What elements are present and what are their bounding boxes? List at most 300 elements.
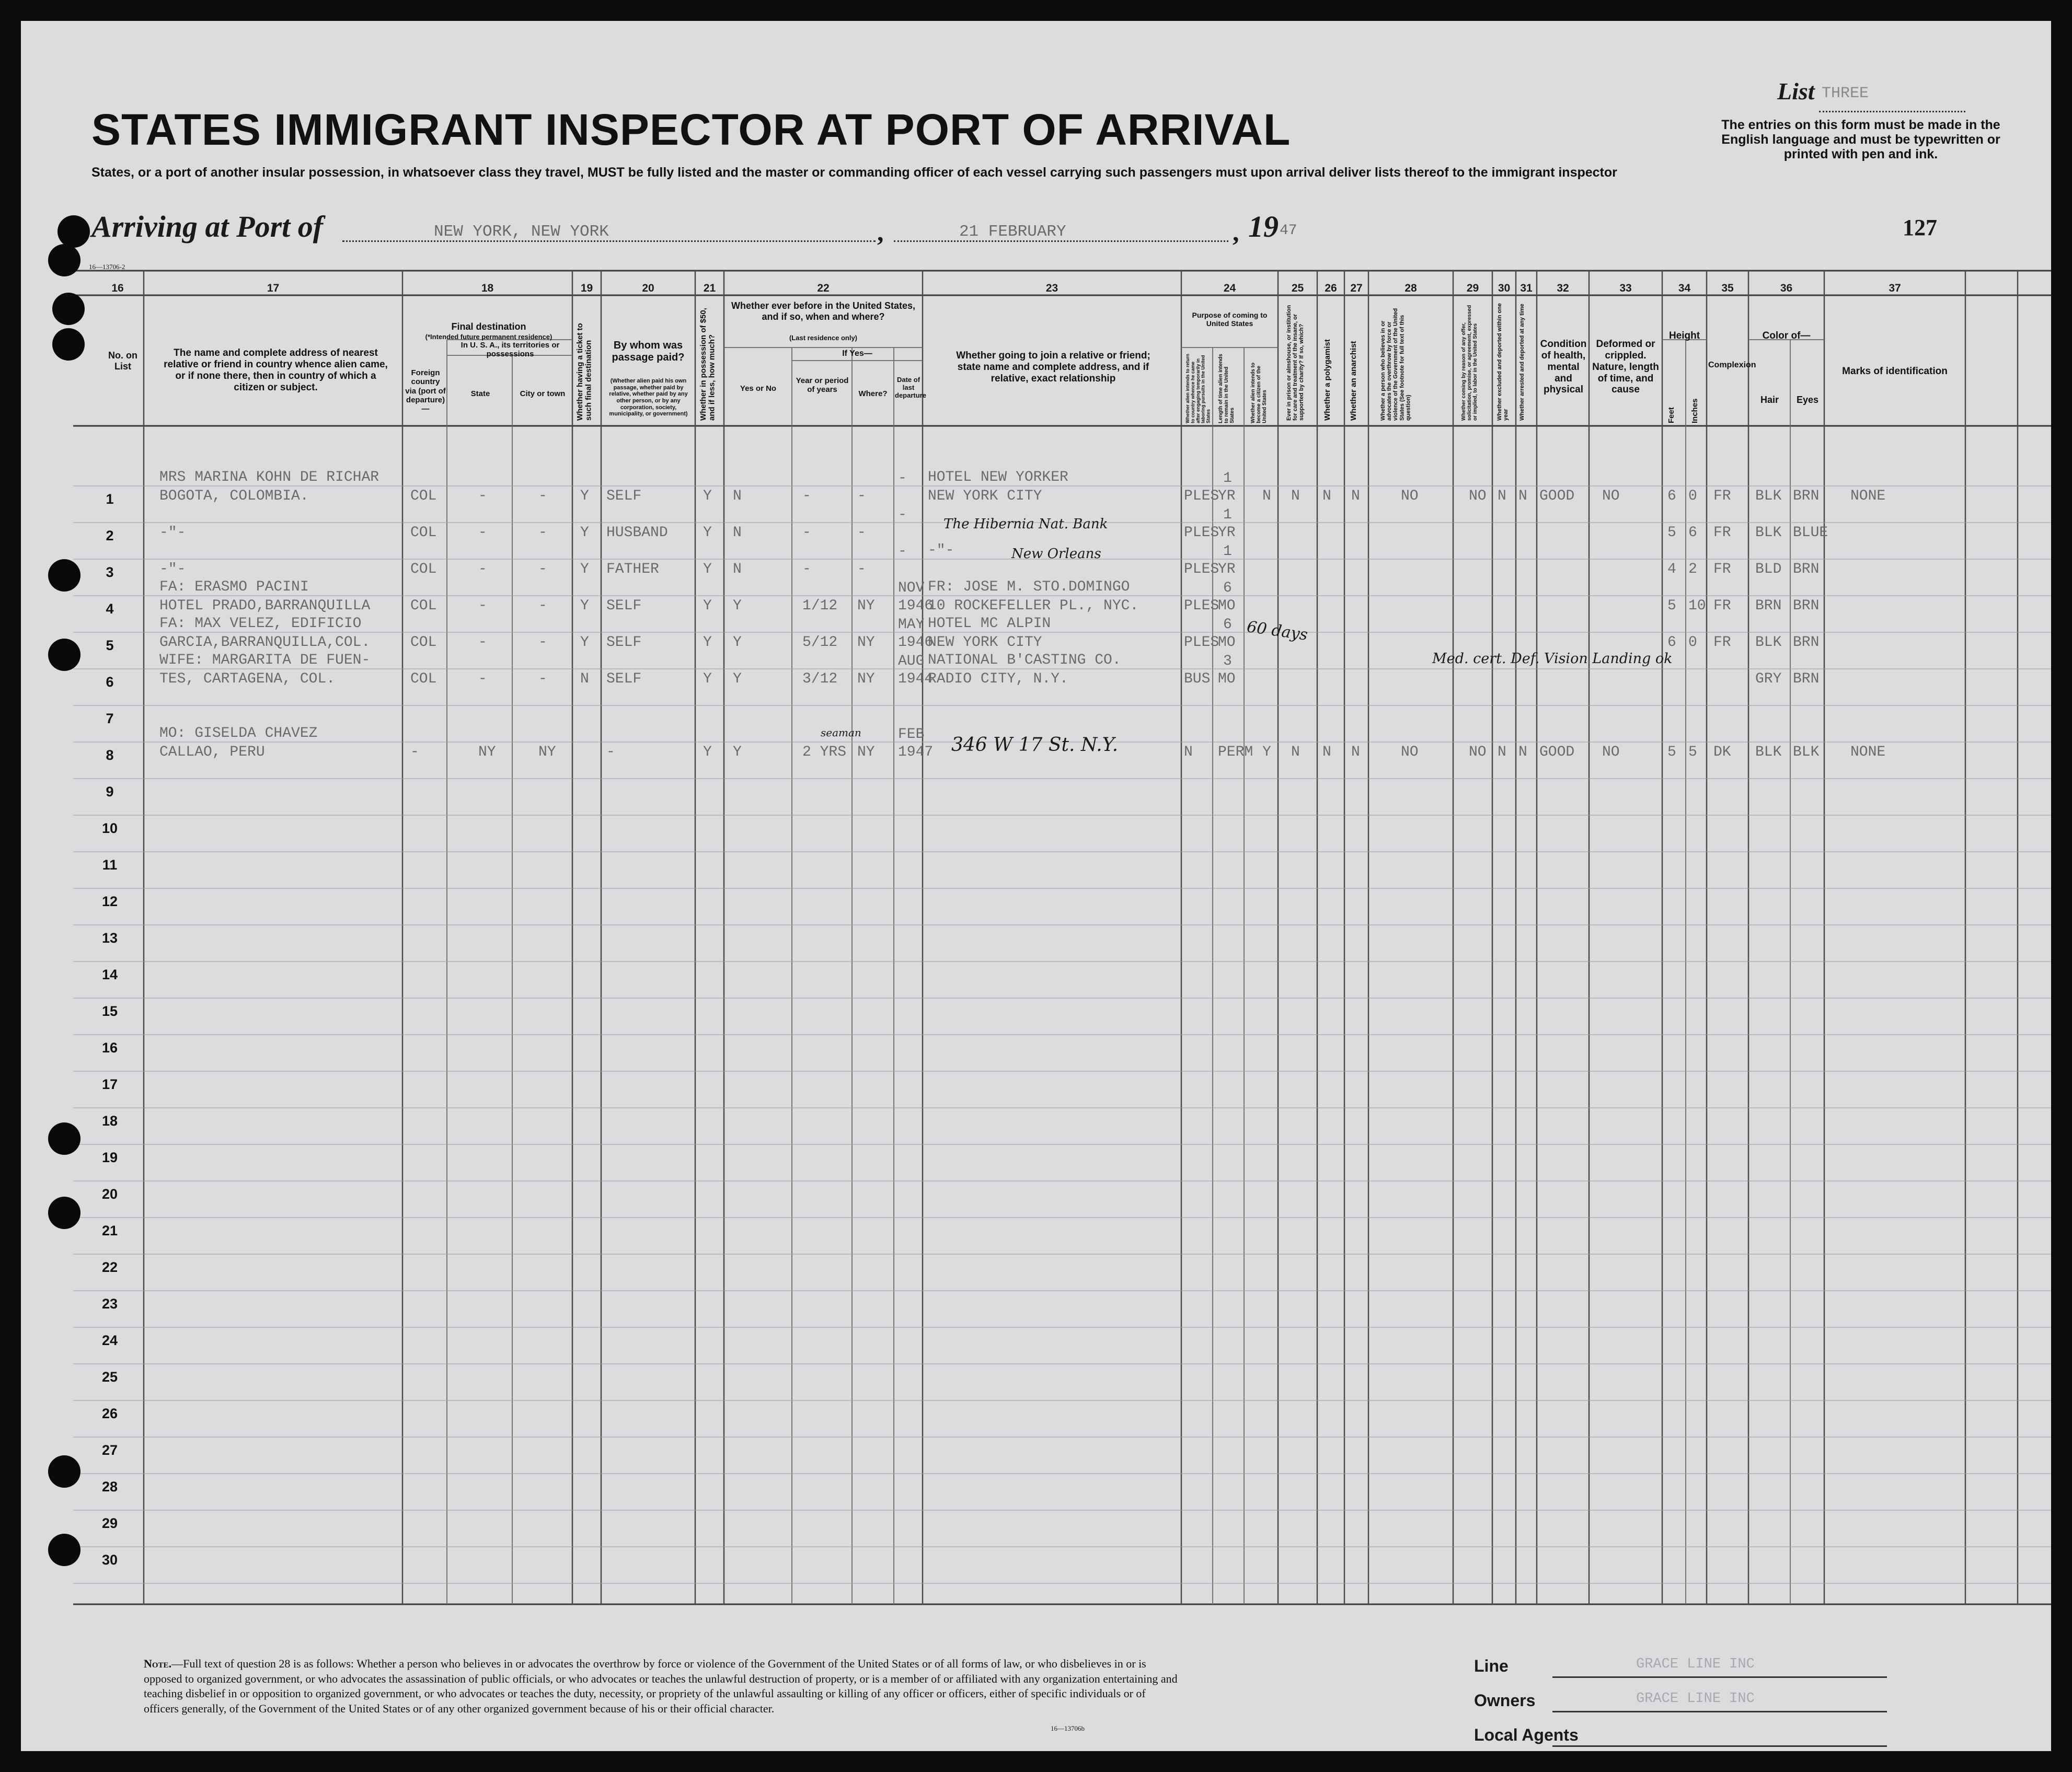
hdr-by-whom-sub: (Whether alien paid his own passage, whether paid by relative, whether paid by any other person, or by any corporation, society, municipality, or government) <box>609 378 688 418</box>
cell-purpose: PLES <box>1184 525 1219 541</box>
cell-deformed: NO <box>1602 488 1620 504</box>
cell-rel2: GARCIA,BARRANQUILLA,COL. <box>159 634 371 651</box>
row-number: 27 <box>101 1442 118 1458</box>
cell-hair: GRY <box>1755 671 1782 687</box>
cell-money: Y <box>703 634 712 651</box>
cell-foreign: COL <box>410 598 437 614</box>
cell-join2: 10 ROCKEFELLER PL., NYC. <box>928 598 1139 614</box>
cell-citizen: N <box>1262 488 1271 504</box>
colnum-28: 28 <box>1405 282 1417 294</box>
colnum-32: 32 <box>1557 282 1569 294</box>
cell-paid: FATHER <box>606 561 659 577</box>
row-number: 7 <box>106 711 114 726</box>
cell-join1: HOTEL MC ALPIN <box>928 616 1051 632</box>
cell-state: - <box>478 634 487 651</box>
cell-foreign: - <box>410 744 419 760</box>
cell-inches: 2 <box>1688 561 1697 577</box>
cell-rel2: BOGOTA, COLOMBIA. <box>159 488 309 504</box>
cell-q28: NO <box>1401 744 1419 760</box>
punch-hole <box>48 1197 80 1229</box>
hdr-no-on-list: No. on List <box>108 350 137 372</box>
row-number: 4 <box>106 601 114 617</box>
cell-where: NY <box>857 634 875 651</box>
cell-anarch: N <box>1351 488 1360 504</box>
cell-date1: MAY <box>898 617 925 633</box>
hand-days: 60 days <box>1246 618 1309 644</box>
cell-purpose: PLES <box>1184 561 1219 577</box>
cell-date2: 1946 <box>898 634 934 651</box>
colnum-18: 18 <box>481 282 494 294</box>
row-number: 10 <box>101 820 118 836</box>
hdr-height: Height <box>1668 330 1700 341</box>
hdr-purpose: Purpose of coming to United States <box>1192 311 1268 328</box>
row-number: 22 <box>101 1259 118 1275</box>
colnum-30: 30 <box>1498 282 1511 294</box>
row-number: 8 <box>106 747 114 763</box>
cell-year: 3/12 <box>802 671 838 687</box>
hand-address: 346 W 17 St. N.Y. <box>951 734 1119 756</box>
cell-money: Y <box>703 671 712 687</box>
cell-rel1: MRS MARINA KOHN DE RICHAR <box>159 469 379 485</box>
cell-rel1: FA: ERASMO PACINI <box>159 579 309 595</box>
cell-length-b: YR <box>1218 488 1236 504</box>
cell-feet: 5 <box>1667 525 1676 541</box>
hdr-in-usa: In U. S. A., its territories or possessions <box>461 341 560 359</box>
hdr-hair: Hair <box>1760 395 1779 405</box>
cell-feet: 6 <box>1667 634 1676 651</box>
colnum-25: 25 <box>1291 282 1304 294</box>
cell-q31: N <box>1518 488 1527 504</box>
footnote <box>144 1657 1179 1716</box>
cell-join1: HOTEL NEW YORKER <box>928 469 1068 485</box>
table-grid <box>21 21 2051 1751</box>
cell-poly: N <box>1322 488 1331 504</box>
cell-length-a: 1 <box>1223 470 1232 487</box>
cell-before: N <box>733 488 742 504</box>
row-number: 12 <box>101 894 118 909</box>
cell-where: - <box>857 488 866 504</box>
page-subtitle: States, or a port of another insular possession, in whatsoever class they travel, MUST be fully listed and the master or commanding officer of each vessel carrying such passengers must upon arrival deliver lists thereof to the immigrant inspector <box>91 165 1617 180</box>
cell-rel2: -"- <box>159 525 186 541</box>
cell-inches: 0 <box>1688 488 1697 504</box>
cell-purpose: PLES <box>1184 598 1219 614</box>
hdr-length: Length of time alien intends to remain in the United States <box>1218 354 1235 423</box>
cell-inches: 5 <box>1688 744 1697 760</box>
colnum-22: 22 <box>817 282 830 294</box>
cell-money: Y <box>703 525 712 541</box>
cell-length-a: 1 <box>1223 507 1232 523</box>
hdr-final-destination: Final destination <box>451 321 526 332</box>
cell-join1: NATIONAL B'CASTING CO. <box>928 652 1121 668</box>
cell-rel2: TES, CARTAGENA, COL. <box>159 671 336 687</box>
cell-foreign: COL <box>410 634 437 651</box>
owners-label: Owners <box>1474 1691 1536 1710</box>
cell-q31: N <box>1518 744 1527 760</box>
cell-rel2: CALLAO, PERU <box>159 744 265 760</box>
colnum-24: 24 <box>1223 282 1236 294</box>
cell-purpose: N <box>1184 744 1193 760</box>
page-number: 127 <box>1903 215 1937 240</box>
cell-foreign: COL <box>410 525 437 541</box>
row-number: 11 <box>102 857 118 873</box>
row-number: 15 <box>101 1003 118 1019</box>
cell-join1: -"- <box>928 542 954 559</box>
form-code: 16—13706-2 <box>89 263 125 271</box>
cell-money: Y <box>703 561 712 577</box>
cell-rel2: HOTEL PRADO,BARRANQUILLA <box>159 598 371 614</box>
cell-feet: 5 <box>1667 598 1676 614</box>
cell-where: NY <box>857 744 875 760</box>
list-value: THREE <box>1822 85 1869 102</box>
cell-citizen: Y <box>1262 744 1271 760</box>
hdr-feet: Feet <box>1667 407 1676 423</box>
cell-eyes: BRN <box>1793 561 1820 577</box>
colnum-36: 36 <box>1780 282 1793 294</box>
row-number: 16 <box>101 1040 118 1056</box>
cell-hair: BLK <box>1755 744 1782 760</box>
cell-paid: HUSBAND <box>606 525 668 541</box>
punch-hole <box>52 293 85 325</box>
row-number: 25 <box>101 1369 118 1385</box>
cell-foreign: COL <box>410 671 437 687</box>
cell-year: - <box>802 488 811 504</box>
row-number: 13 <box>101 930 118 946</box>
hand-bank-name: The Hibernia Nat. Bank <box>943 516 1108 532</box>
cell-q28: NO <box>1401 488 1419 504</box>
colnum-20: 20 <box>642 282 654 294</box>
cell-foreign: COL <box>410 488 437 504</box>
row-number: 3 <box>106 564 114 580</box>
cell-where: NY <box>857 598 875 614</box>
cell-hair: BRN <box>1755 598 1782 614</box>
punch-hole <box>57 215 90 248</box>
cell-feet: 5 <box>1667 744 1676 760</box>
hdr-year: Year or period of years <box>796 376 849 395</box>
colnum-16: 16 <box>111 282 124 294</box>
cell-inches: 0 <box>1688 634 1697 651</box>
hdr-q31: Whether arrested and deported at any time <box>1519 304 1525 421</box>
hdr-date-departure: Date of last departure <box>895 376 926 399</box>
cell-purpose: BUS <box>1184 671 1211 687</box>
hdr-yes-no: Yes or No <box>740 384 777 393</box>
cell-q30: N <box>1498 488 1506 504</box>
hdr-q30: Whether excluded and deported within one year <box>1497 303 1510 421</box>
manifest-page <box>21 21 2051 1751</box>
line-label: Line <box>1474 1657 1509 1675</box>
hdr-q28: Whether a person who believes in or advocates the overthrow by force or violence of the Government of the United States (See footnote for full text of this question) <box>1380 308 1412 421</box>
port-value: NEW YORK, NEW YORK <box>434 223 609 241</box>
cell-ticket: Y <box>580 488 589 504</box>
cell-eyes: BRN <box>1793 671 1820 687</box>
page-title: STATES IMMIGRANT INSPECTOR AT PORT OF ARRIVAL <box>91 105 1291 154</box>
cell-length-b: PERM <box>1218 744 1253 760</box>
cell-city: - <box>538 598 547 614</box>
cell-length-b: MO <box>1218 598 1236 614</box>
colnum-17: 17 <box>267 282 280 294</box>
cell-before: N <box>733 561 742 577</box>
cell-length-b: MO <box>1218 634 1236 651</box>
cell-date1: - <box>898 543 907 560</box>
colnum-37: 37 <box>1889 282 1901 294</box>
hdr-foreign-country: Foreign country via (port of departure)— <box>405 368 446 413</box>
cell-length-b: YR <box>1218 525 1236 541</box>
hdr-city: City or town <box>520 389 566 398</box>
comma: , <box>877 217 884 247</box>
row-number: 30 <box>101 1552 118 1568</box>
hdr-color: Color of— <box>1762 330 1811 341</box>
arriving-label: Arriving at Port of <box>91 210 324 244</box>
cell-paid: SELF <box>606 671 642 687</box>
row-number: 28 <box>101 1479 118 1495</box>
hdr-ever-before-sub: (Last residence only) <box>789 334 858 342</box>
row-number: 17 <box>101 1076 118 1092</box>
comma2: , <box>1233 217 1239 247</box>
cell-join1: FR: JOSE M. STO.DOMINGO <box>928 579 1130 595</box>
row-number: 6 <box>106 674 114 690</box>
cell-date2: 1944 <box>898 671 934 687</box>
agents-label: Local Agents <box>1474 1725 1579 1744</box>
cell-join2: NEW YORK CITY <box>928 488 1042 504</box>
row-number: 2 <box>106 528 114 543</box>
punch-hole <box>48 559 80 592</box>
cell-q29: NO <box>1469 744 1487 760</box>
cell-state: NY <box>478 744 496 760</box>
cell-city: - <box>538 561 547 577</box>
cell-date1: FEB <box>898 726 925 743</box>
cell-state: - <box>478 671 487 687</box>
hdr-return: Whether alien intends to return to country whence he came after engaging temporarily in laboring pursuits in the United States <box>1185 353 1211 423</box>
cell-year: 1/12 <box>802 598 838 614</box>
row-number: 21 <box>101 1223 118 1238</box>
corner-note: The entries on this form must be made in the English language and must be typewritten or printed with pen and ink. <box>1721 118 2000 161</box>
cell-eyes: BLUE <box>1793 525 1828 541</box>
cell-hair: BLK <box>1755 525 1782 541</box>
hdr-by-whom: By whom was passage paid? <box>612 340 685 363</box>
cell-state: - <box>478 598 487 614</box>
cell-complexion: FR <box>1713 634 1731 651</box>
row-number: 20 <box>101 1186 118 1202</box>
hdr-health: Condition of health, mental and physical <box>1540 339 1587 396</box>
row-number: 24 <box>101 1333 118 1348</box>
cell-date1: - <box>898 470 907 487</box>
cell-year: 5/12 <box>802 634 838 651</box>
hdr-where: Where? <box>858 389 888 398</box>
cell-paid: SELF <box>606 598 642 614</box>
hdr-nearest-relative: The name and complete address of nearest relative or friend in country whence alien came, or if none there, then in country of which a citizen or subject. <box>164 348 388 393</box>
cell-before: N <box>733 525 742 541</box>
cell-length-a: 6 <box>1223 580 1232 596</box>
row-number: 14 <box>101 967 118 982</box>
hdr-complexion: Complexion <box>1708 361 1756 369</box>
row-number: 29 <box>101 1515 118 1531</box>
footer-form-code: 16—13706b <box>1051 1724 1085 1732</box>
punch-hole <box>48 1122 80 1155</box>
hdr-polygamist: Whether a polygamist <box>1323 339 1332 421</box>
colnum-35: 35 <box>1721 282 1734 294</box>
list-label: List <box>1777 78 1815 105</box>
year-suffix: 47 <box>1280 223 1297 239</box>
cell-date1: AUG <box>898 653 925 669</box>
row-number: 23 <box>101 1296 118 1312</box>
hdr-eyes: Eyes <box>1796 395 1819 405</box>
row-number: 1 <box>106 491 114 507</box>
cell-hair: BLD <box>1755 561 1782 577</box>
cell-state: - <box>478 488 487 504</box>
cell-where: - <box>857 525 866 541</box>
punch-hole <box>48 1455 80 1488</box>
row-number: 9 <box>106 784 114 800</box>
cell-purpose: PLES <box>1184 488 1219 504</box>
row-number: 18 <box>101 1113 118 1129</box>
hdr-final-destination-sub: (*Intended future permanent residence) <box>425 333 552 341</box>
cell-paid: SELF <box>606 634 642 651</box>
cell-city: - <box>538 671 547 687</box>
cell-feet: 4 <box>1667 561 1676 577</box>
cell-complexion: FR <box>1713 525 1731 541</box>
colnum-21: 21 <box>703 282 716 294</box>
cell-length-b: YR <box>1218 561 1236 577</box>
hdr-state: State <box>470 389 490 398</box>
cell-eyes: BRN <box>1793 598 1820 614</box>
cell-before: Y <box>733 598 742 614</box>
hand-bank-city: New Orleans <box>1011 546 1101 562</box>
cell-date2: 1946 <box>898 598 934 614</box>
cell-ticket: Y <box>580 598 589 614</box>
date-value: 21 FEBRUARY <box>959 223 1066 241</box>
hdr-ever-before: Whether ever before in the United States, and if so, when and where? <box>731 300 916 322</box>
cell-where: NY <box>857 671 875 687</box>
cell-ticket: Y <box>580 561 589 577</box>
cell-state: - <box>478 561 487 577</box>
cell-before: Y <box>733 634 742 651</box>
hand-medical: Med. cert. Def. Vision Landing ok <box>1432 651 1673 667</box>
cell-rel1: WIFE: MARGARITA DE FUEN- <box>159 652 371 668</box>
cell-length-b: MO <box>1218 671 1236 687</box>
hdr-going-to-join: Whether going to join a relative or friend; state name and complete address, and if relative, exact relationship <box>956 350 1150 384</box>
cell-ticket: Y <box>580 634 589 651</box>
cell-marks: NONE <box>1850 744 1886 760</box>
cell-year: - <box>802 561 811 577</box>
cell-money: Y <box>703 488 712 504</box>
cell-anarch: N <box>1351 744 1360 760</box>
cell-inches: 10 <box>1688 598 1706 614</box>
hdr-citizen: Whether alien intends to become a citizen of the United States <box>1250 362 1268 423</box>
hand-seaman: seaman <box>821 726 861 739</box>
cell-health: GOOD <box>1539 744 1575 760</box>
cell-date2: 1947 <box>898 744 934 760</box>
cell-eyes: BLK <box>1793 744 1820 760</box>
cell-city: - <box>538 488 547 504</box>
hdr-anarchist: Whether an anarchist <box>1349 341 1358 421</box>
cell-hair: BLK <box>1755 634 1782 651</box>
cell-date1: NOV <box>898 580 925 596</box>
cell-eyes: BRN <box>1793 634 1820 651</box>
cell-join2: RADIO CITY, N.Y. <box>928 671 1068 687</box>
punch-hole <box>48 1534 80 1566</box>
owners-underline <box>1552 1711 1887 1712</box>
hdr-deformed: Deformed or crippled. Nature, length of time, and cause <box>1592 339 1659 396</box>
hdr-if-yes: If Yes— <box>842 349 872 358</box>
hdr-prison: Ever in prison or almshouse, or institution for care and treatment of the insane, or supported by charity? If so, which? <box>1286 305 1305 421</box>
cell-health: GOOD <box>1539 488 1575 504</box>
colnum-33: 33 <box>1619 282 1632 294</box>
cell-paid: SELF <box>606 488 642 504</box>
cell-poly: N <box>1322 744 1331 760</box>
footnote-text: —Full text of question 28 is as follows: Whether a person who believes in or advocates the overthrow by force or violence of the Government of the United States or of all forms of law, or who disbelieves in or is opposed to organized government, or who advocates the assassination of public officials, or who advocates or teaches the unlawful destruction of property, or is a member of or affiliated with any organization entertaining and teaching disbelief in or opposition to organized government, or who advocates or teaches the duty, necessity, or propriety of the unlawful assaulting or killing of any officer or officers, either of specific individuals or of officers generally, of the Government of the United States or of any other organized government because of his or their official character. <box>144 1657 1178 1715</box>
punch-hole <box>48 244 80 276</box>
footnote-label: Note. <box>144 1657 172 1670</box>
cell-length-a: 3 <box>1223 653 1232 669</box>
cell-join2: NEW YORK CITY <box>928 634 1042 651</box>
hdr-ticket: Whether having a ticket to such final destination <box>575 323 593 421</box>
year-prefix: 19 <box>1248 210 1279 244</box>
cell-complexion: FR <box>1713 488 1731 504</box>
cell-q29: NO <box>1469 488 1487 504</box>
cell-purpose: PLES <box>1184 634 1219 651</box>
owners-value: GRACE LINE INC <box>1636 1691 1755 1707</box>
cell-ticket: Y <box>580 525 589 541</box>
line-value: GRACE LINE INC <box>1636 1657 1755 1672</box>
colnum-23: 23 <box>1045 282 1058 294</box>
hdr-q29: Whether coming by reason of any offer, solicitation, promise, or agreement, expressed or implied, to labor in the United States <box>1461 305 1478 421</box>
cell-deformed: NO <box>1602 744 1620 760</box>
hdr-marks: Marks of identification <box>1842 366 1948 377</box>
cell-q30: N <box>1498 744 1506 760</box>
cell-complexion: FR <box>1713 561 1731 577</box>
row-number: 26 <box>101 1406 118 1421</box>
cell-before: Y <box>733 744 742 760</box>
cell-length-a: 6 <box>1223 617 1232 633</box>
cell-rel2: -"- <box>159 561 186 577</box>
cell-prison: N <box>1291 744 1300 760</box>
cell-rel1: MO: GISELDA CHAVEZ <box>159 725 318 742</box>
cell-money: Y <box>703 744 712 760</box>
row-number: 5 <box>106 638 114 653</box>
cell-city: - <box>538 525 547 541</box>
cell-hair: BLK <box>1755 488 1782 504</box>
cell-inches: 6 <box>1688 525 1697 541</box>
cell-foreign: COL <box>410 561 437 577</box>
cell-eyes: BRN <box>1793 488 1820 504</box>
colnum-31: 31 <box>1520 282 1533 294</box>
colnum-29: 29 <box>1466 282 1479 294</box>
cell-marks: NONE <box>1850 488 1886 504</box>
cell-where: - <box>857 561 866 577</box>
colnum-26: 26 <box>1325 282 1337 294</box>
line-underline <box>1552 1676 1887 1678</box>
punch-hole <box>52 328 85 361</box>
cell-rel1: FA: MAX VELEZ, EDIFICIO <box>159 616 362 632</box>
cell-ticket: N <box>580 671 589 687</box>
cell-complexion: DK <box>1713 744 1731 760</box>
cell-paid: - <box>606 744 615 760</box>
punch-hole <box>48 639 80 671</box>
cell-city: - <box>538 634 547 651</box>
cell-city: NY <box>538 744 556 760</box>
row-number: 19 <box>101 1150 118 1165</box>
cell-money: Y <box>703 598 712 614</box>
colnum-19: 19 <box>580 282 593 294</box>
cell-year: - <box>802 525 811 541</box>
agents-underline <box>1552 1745 1887 1747</box>
colnum-27: 27 <box>1350 282 1363 294</box>
cell-prison: N <box>1291 488 1300 504</box>
cell-before: Y <box>733 671 742 687</box>
colnum-34: 34 <box>1678 282 1691 294</box>
hdr-inches: Inches <box>1690 398 1699 423</box>
cell-length-a: 1 <box>1223 543 1232 560</box>
cell-complexion: FR <box>1713 598 1731 614</box>
